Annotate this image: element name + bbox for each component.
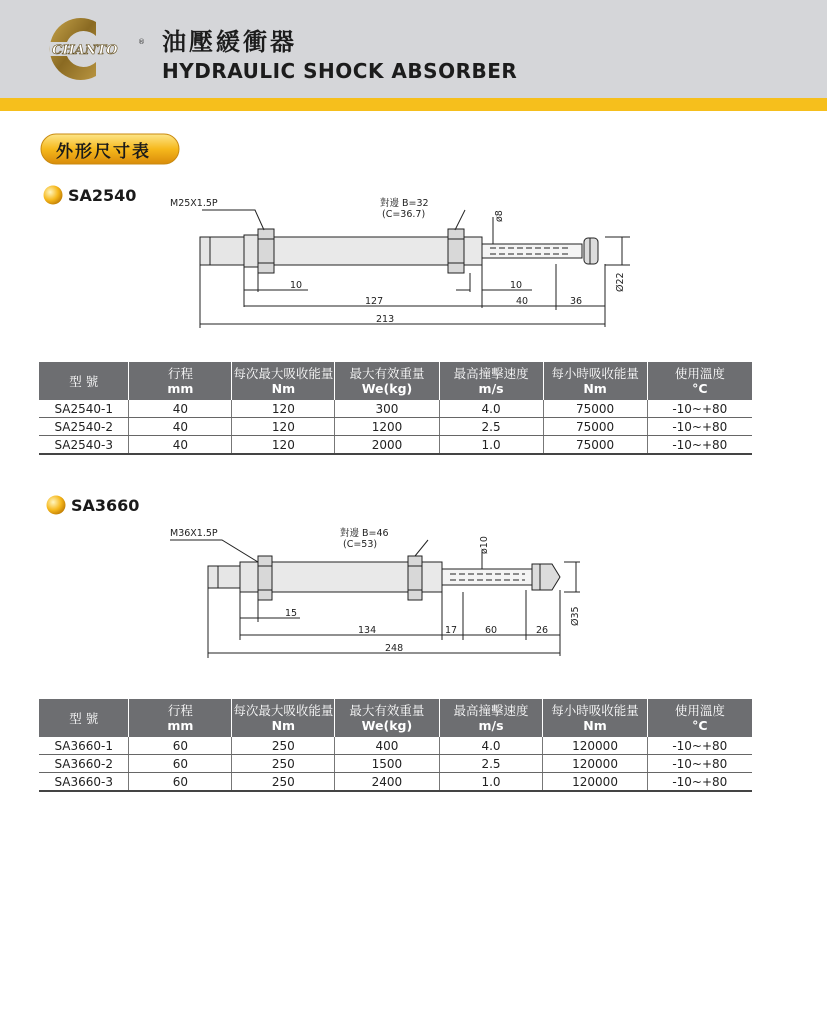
model-title-sa2540: SA2540 <box>68 186 137 205</box>
dim-total-label: 248 <box>385 643 404 654</box>
thread-spec-label: M36X1.5P <box>170 528 218 539</box>
model-title-sa3660: SA3660 <box>71 496 140 515</box>
section-title: 外形尺寸表 <box>56 142 151 162</box>
col-model: 型 號 <box>39 362 129 400</box>
thread-section <box>208 566 240 588</box>
col-max-speed: 最高撞擊速度 m/s <box>439 699 543 737</box>
table-row: SA3660-2 60 250 1500 2.5 120000 -10~+80 <box>39 755 752 773</box>
dim-cap-label: 26 <box>536 625 549 636</box>
dim-stroke-label: 60 <box>485 625 498 636</box>
thread-section <box>200 237 244 265</box>
rod-diameter-label: ø10 <box>479 536 490 554</box>
piston-rod <box>442 569 532 585</box>
rod-cap <box>532 564 560 590</box>
col-model: 型 號 <box>39 699 129 737</box>
dim-b-label: 10 <box>510 280 523 291</box>
dim-b-label: 17 <box>445 625 458 636</box>
dim-total-label: 213 <box>376 314 395 325</box>
rod-cap <box>584 238 598 264</box>
table-row: SA3660-3 60 250 2400 1.0 120000 -10~+80 <box>39 773 752 792</box>
col-energy-per-cycle: 每次最大吸收能量 Nm <box>232 699 335 737</box>
logo-wordmark: CHANTO <box>52 43 118 58</box>
chanto-logo <box>38 14 158 84</box>
body-diameter-label: Ø22 <box>615 272 626 292</box>
dim-cap-label: 36 <box>570 296 583 307</box>
across-flats-label: 對邊 B=46 <box>340 528 389 539</box>
table-row: SA2540-2 40 120 1200 2.5 75000 -10~+80 <box>39 418 752 436</box>
body-diameter-label: Ø35 <box>570 606 581 626</box>
table-header-row <box>39 699 752 737</box>
registered-mark: ® <box>138 38 145 46</box>
col-energy-per-hour: 每小時吸收能量 Nm <box>543 362 647 400</box>
bullet-ball-icon <box>43 185 63 205</box>
col-temperature: 使用溫度 °C <box>647 362 752 400</box>
thread-spec-label: M25X1.5P <box>170 198 218 209</box>
table-row: SA2540-3 40 120 2000 1.0 75000 -10~+80 <box>39 436 752 455</box>
col-stroke: 行程 mm <box>129 699 232 737</box>
dimension-drawing-sa2540 <box>160 192 640 332</box>
body-cylinder <box>272 562 408 592</box>
across-corners-label: (C=53) <box>343 539 378 550</box>
col-temperature: 使用溫度 °C <box>647 699 752 737</box>
bullet-ball-icon <box>46 495 66 515</box>
lock-nut-1 <box>258 229 274 273</box>
lock-nut-1 <box>258 556 272 600</box>
col-effective-weight: 最大有效重量 We(kg) <box>335 699 439 737</box>
across-flats-label: 對邊 B=32 <box>380 198 429 209</box>
dim-a-label: 10 <box>290 280 303 291</box>
title-chinese: 油壓緩衝器 <box>162 28 297 56</box>
table-row: SA3660-1 60 250 400 4.0 120000 -10~+80 <box>39 737 752 755</box>
col-energy-per-hour: 每小時吸收能量 Nm <box>543 699 647 737</box>
dim-stroke-label: 40 <box>516 296 529 307</box>
body-cylinder <box>274 237 448 265</box>
dimension-drawing-sa3660 <box>160 522 640 662</box>
spec-table-sa2540 <box>39 362 752 455</box>
col-max-speed: 最高撞擊速度 m/s <box>439 362 543 400</box>
spec-table-sa3660 <box>39 699 752 792</box>
lock-nut-2 <box>448 229 464 273</box>
title-english: HYDRAULIC SHOCK ABSORBER <box>162 59 518 83</box>
col-energy-per-cycle: 每次最大吸收能量 Nm <box>232 362 335 400</box>
piston-rod <box>482 244 582 258</box>
col-stroke: 行程 mm <box>129 362 232 400</box>
col-effective-weight: 最大有效重量 We(kg) <box>335 362 439 400</box>
dim-body-label: 134 <box>358 625 377 636</box>
rod-diameter-label: ø8 <box>494 210 505 222</box>
table-header-row <box>39 362 752 400</box>
header-accent-band <box>0 98 827 111</box>
dim-a-label: 15 <box>285 608 298 619</box>
lock-nut-2 <box>408 556 422 600</box>
table-row: SA2540-1 40 120 300 4.0 75000 -10~+80 <box>39 400 752 418</box>
dim-body-label: 127 <box>365 296 384 307</box>
across-corners-label: (C=36.7) <box>382 209 426 220</box>
